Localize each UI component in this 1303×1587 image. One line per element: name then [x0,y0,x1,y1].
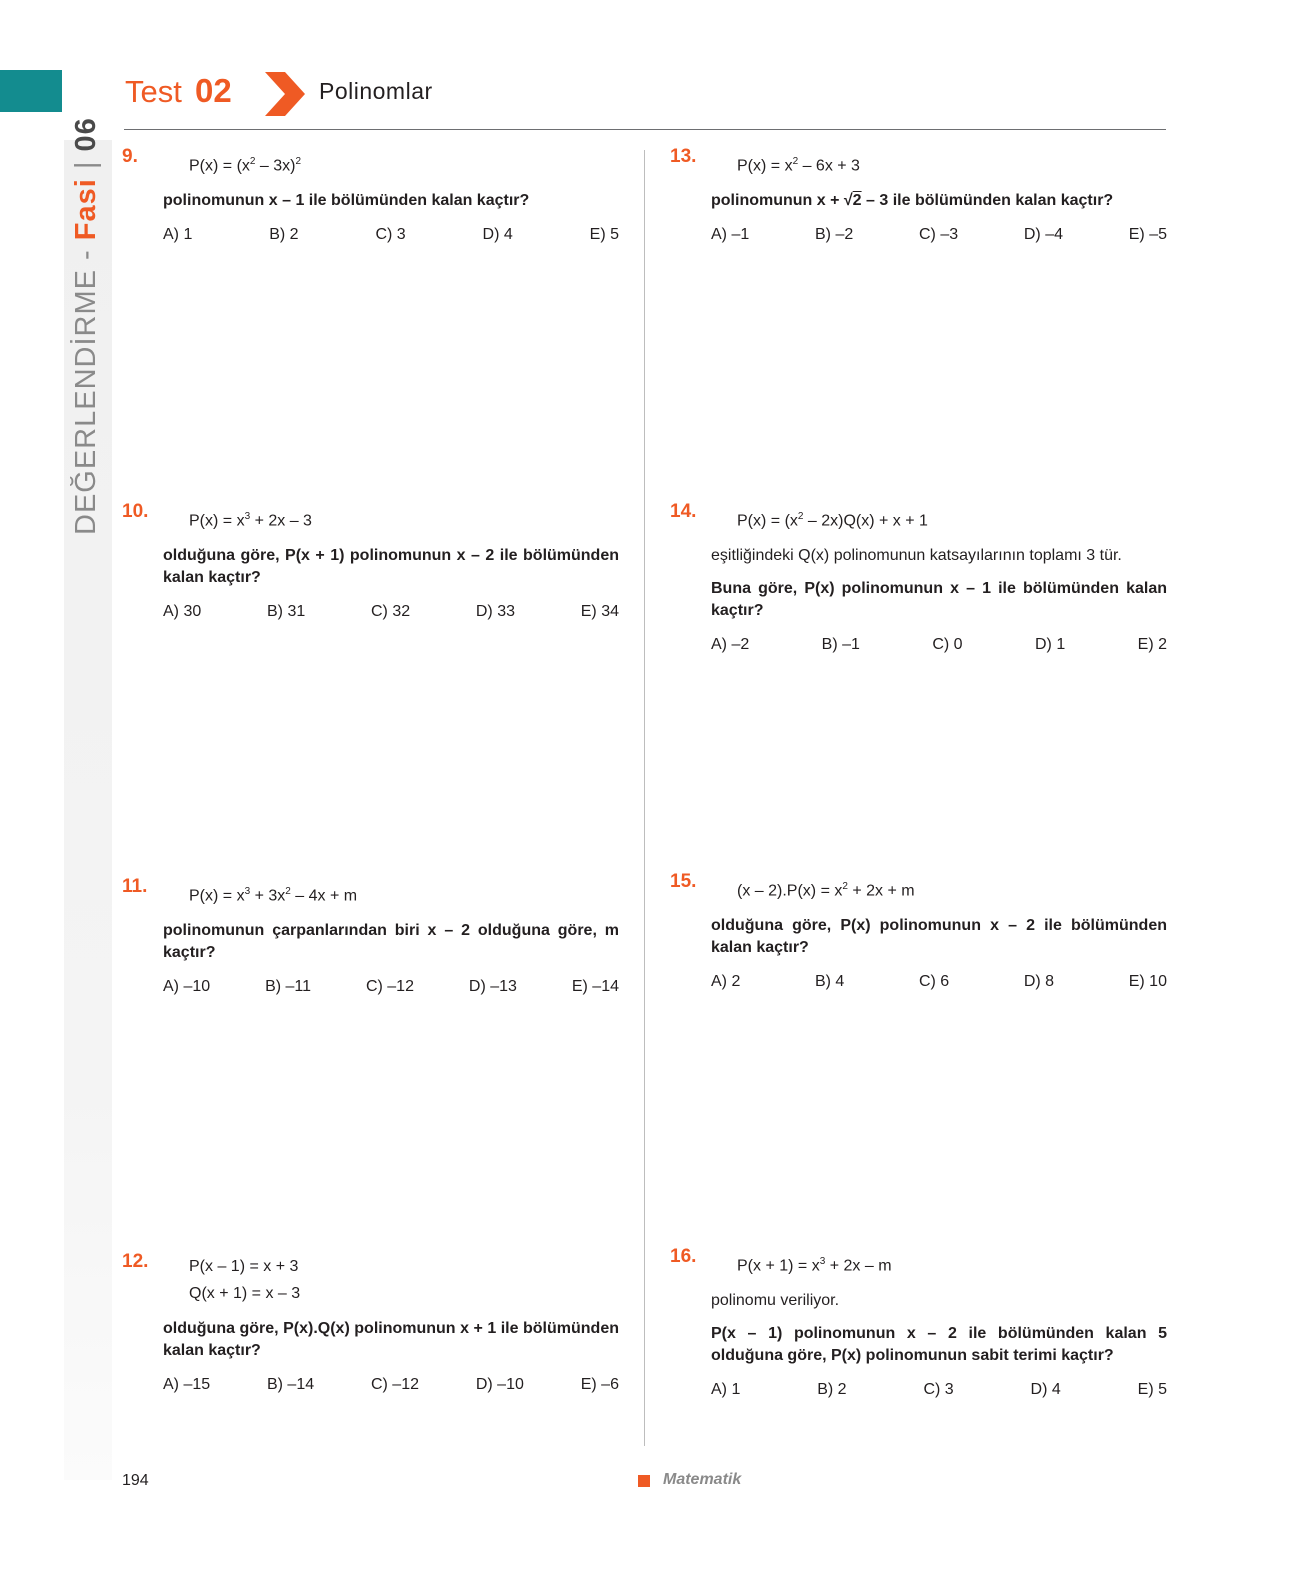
option-d[interactable]: D) –4 [1023,226,1063,244]
question-16 [670,1246,1167,1399]
question-formula-line1: P(x – 1) = x + 3 [189,1258,299,1275]
option-b[interactable]: B) 4 [814,973,845,991]
option-c[interactable]: C) 3 [375,226,406,244]
option-a[interactable]: A) 30 [163,603,202,621]
option-b[interactable]: B) –1 [821,636,860,654]
answer-options [163,226,619,244]
question-number: 15. [670,871,697,892]
answer-options [711,636,1167,654]
option-d[interactable]: D) 1 [1035,636,1066,654]
side-label-fasi: Fasi [70,178,102,241]
question-text: polinomu veriliyor. [711,1292,840,1310]
question-number: 16. [670,1246,697,1267]
question-prompt: Buna göre, P(x) polinomunun x – 1 ile bölümünden kalan kaçtır? [711,580,1167,620]
option-a[interactable]: A) –2 [711,636,750,654]
option-d[interactable]: D) 4 [1030,1381,1061,1399]
page-number: 194 [122,1472,149,1489]
question-text: olduğuna göre, P(x + 1) polinomunun x – 2 ile bölümünden kalan kaçtır? [163,547,619,587]
option-e[interactable]: E) –14 [571,978,619,996]
option-d[interactable]: D) 8 [1023,973,1055,991]
question-prompt: P(x – 1) polinomunun x – 2 ile bölümünden kalan 5 olduğuna göre, P(x) polinomunun sabit terimi kaçtır? [711,1325,1167,1365]
sqrt-icon: √2 [843,192,862,210]
option-a[interactable]: A) –1 [711,226,750,244]
option-c[interactable]: C) –12 [370,1376,419,1393]
answer-options [163,1376,619,1394]
question-10 [122,501,619,621]
option-e[interactable]: E) 34 [580,603,619,621]
option-c[interactable]: C) 0 [932,636,963,654]
option-c[interactable]: C) –3 [919,226,959,244]
question-formula: $P(x) = x^2 - 6x + 3$ [737,156,860,175]
option-c[interactable]: C) 6 [918,973,950,991]
question-formula-line2: Q(x + 1) = x – 3 [189,1285,301,1302]
option-b[interactable]: B) –2 [815,226,854,244]
option-b[interactable]: B) 2 [269,226,299,244]
question-number: 13. [670,146,697,167]
question-text: polinomunun çarpanlarından biri x – 2 olduğuna göre, m kaçtır? [163,922,619,962]
answer-options [711,973,1167,991]
option-d[interactable]: D) 33 [475,603,515,621]
question-number: 10. [122,501,149,522]
question-text: olduğuna göre, P(x).Q(x) polinomunun x + 1 ile bölümünden kalan kaçtır? [163,1320,619,1359]
question-formula: $P(x + 1) = x^3 + 2x - m$ [737,1256,892,1275]
option-b[interactable]: B) 31 [267,603,306,621]
topic-title: Polinomlar [319,78,433,104]
answer-options [163,603,619,621]
question-text: polinomunun x – 1 ile bölümünden kalan kaçtır? [163,192,530,210]
option-c[interactable]: C) 32 [371,603,411,621]
side-label-main: DEĞERLENDİRME - [70,240,102,535]
option-a[interactable]: A) –10 [163,978,211,996]
question-14 [670,501,1167,654]
chevron-right-icon [265,72,307,116]
option-d[interactable]: D) –10 [475,1376,524,1393]
option-b[interactable]: B) –14 [266,1376,315,1393]
answer-options [163,978,619,996]
option-c[interactable]: C) –12 [365,978,414,996]
side-label-num: 06 [70,117,102,152]
option-e[interactable]: E) –5 [1128,226,1167,244]
question-number: 9. [122,146,138,167]
question-formula: $P(x) = (x^2 - 3x)^2$ [189,156,302,175]
test-label: Test [125,74,182,109]
option-d[interactable]: D) 4 [482,226,513,244]
subject-label: Matematik [663,1471,742,1488]
column-divider [644,150,645,1446]
question-number: 14. [670,501,697,522]
option-a[interactable]: A) –15 [163,1376,211,1393]
option-a[interactable]: A) 1 [163,226,193,244]
question-number: 12. [122,1251,149,1272]
question-text: polinomunun x + √2 – 3 ile bölümünden kalan kaçtır? [711,190,1167,212]
question-formula: $P(x) = x^3 + 3x^2 - 4x + m$ [189,886,358,905]
option-a[interactable]: A) 1 [711,1381,741,1399]
header-divider [124,129,1166,130]
question-formula: $P(x) = (x^2 - 2x)Q(x) + x + 1$ [737,511,928,530]
option-e[interactable]: E) 5 [589,226,619,244]
option-a[interactable]: A) 2 [711,973,741,991]
question-formula: $P(x) = x^3 + 2x - 3$ [189,511,312,530]
question-9 [122,146,619,244]
answer-options [711,1381,1167,1399]
option-b[interactable]: B) 2 [817,1381,847,1399]
question-13 [670,146,1167,244]
side-label-sep: | [70,151,102,179]
option-e[interactable]: E) 5 [1137,1381,1167,1399]
question-15 [670,871,1167,991]
question-text: eşitliğindeki Q(x) polinomunun katsayılarının toplamı 3 tür. [711,547,1122,565]
question-formula: $(x - 2).P(x) = x^2 + 2x + m$ [737,881,915,900]
question-12 [122,1251,619,1394]
chapter-tab [0,70,62,112]
option-e[interactable]: E) 10 [1128,973,1167,991]
question-number: 11. [122,876,148,897]
question-11 [122,876,619,996]
option-e[interactable]: E) –6 [580,1376,619,1393]
question-text: olduğuna göre, P(x) polinomunun x – 2 ile bölümünden kalan kaçtır? [711,917,1167,957]
option-b[interactable]: B) –11 [265,978,312,996]
option-e[interactable]: E) 2 [1137,636,1167,654]
option-c[interactable]: C) 3 [923,1381,954,1399]
test-number: 02 [195,72,232,109]
square-icon [638,1475,650,1487]
option-d[interactable]: D) –13 [468,978,517,996]
answer-options [711,226,1167,244]
